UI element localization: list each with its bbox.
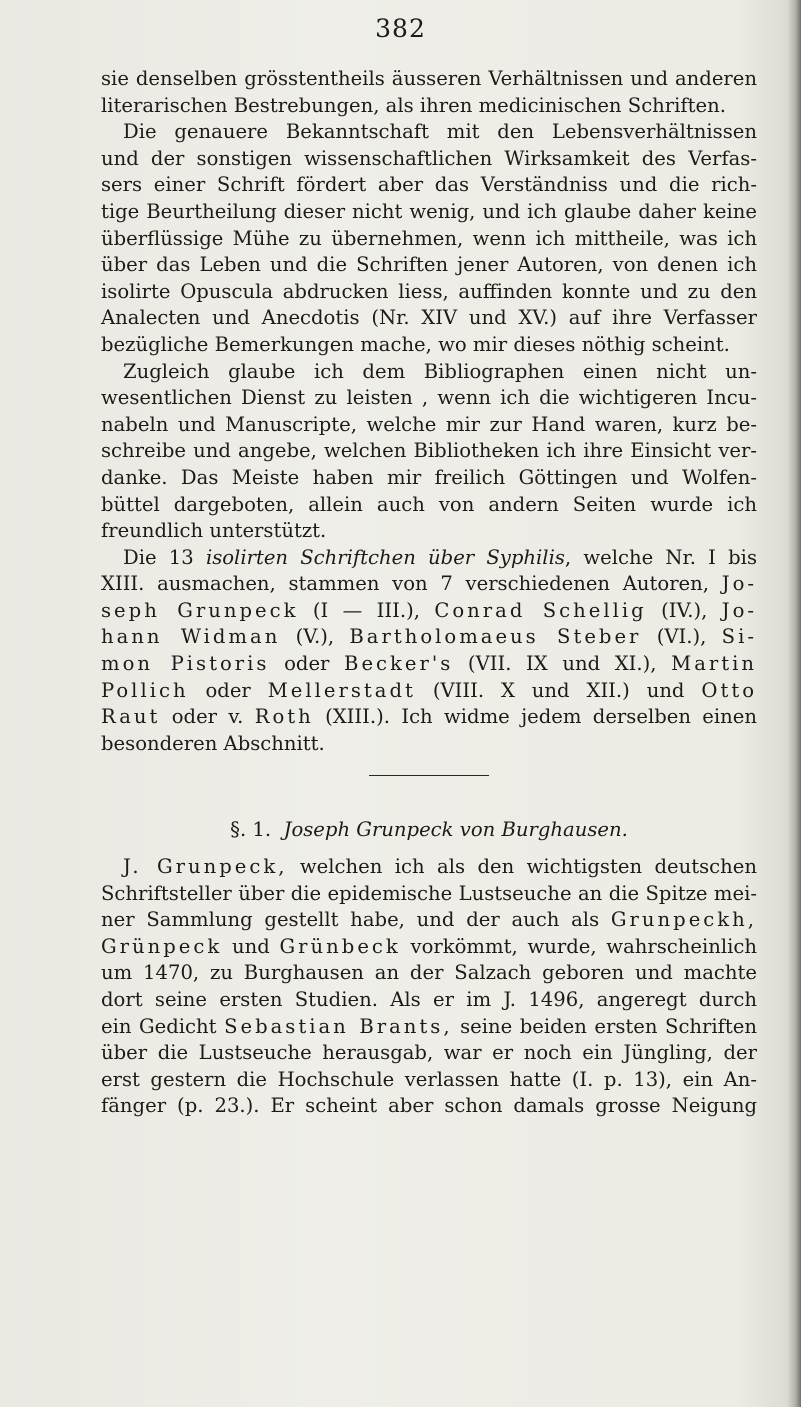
text-line: über das Leben und die Schriften jener Autoren, von denen ich — [101, 253, 757, 277]
text-line: Die genauere Bekanntschaft mit den Lebensverhältnissen — [123, 120, 757, 144]
text-run: XIII. ausmachen, stammen von 7 verschiedenen Autoren, — [101, 572, 709, 596]
text-run: welchen ich als den wichtigsten deutschen — [299, 855, 757, 879]
text-line: besonderen Abschnitt. — [101, 731, 325, 755]
text-line — [101, 704, 757, 731]
author-name: Roth — [254, 705, 314, 729]
text-line: isolirte Opuscula abdrucken liess, auffinden konnte und zu den — [101, 279, 757, 303]
text-run: , welche Nr. I bis — [564, 545, 757, 569]
text-run: ein Gedicht — [101, 1014, 217, 1038]
text-run: (IV.), — [661, 598, 708, 622]
author-name: Grünpeck — [101, 934, 223, 958]
text-run: und — [232, 934, 270, 958]
text-line — [101, 907, 757, 934]
text-run: Die 13 — [123, 545, 194, 569]
text-run: oder — [284, 652, 330, 676]
page-body — [101, 66, 757, 1120]
text-run: oder — [205, 678, 251, 702]
text-run: (VI.), — [656, 625, 707, 649]
text-run: (VII. IX und XI.), — [467, 652, 657, 676]
text-line: erst gestern die Hochschule verlassen hatte (I. p. 13), ein An- — [101, 1067, 757, 1091]
text-line: danke. Das Meiste haben mir freilich Göttingen und Wolfen- — [101, 465, 757, 489]
author-name: Otto — [701, 678, 757, 702]
paragraph-continuation — [101, 66, 757, 119]
paragraph-biography-intro — [101, 119, 757, 358]
text-line — [101, 598, 757, 625]
text-line — [101, 678, 757, 705]
text-line: bezügliche Bemerkungen mache, wo mir dieses nöthig scheint. — [101, 332, 730, 356]
text-line: sers einer Schrift fördert aber das Verständniss und die rich- — [101, 173, 757, 197]
author-name: Jo- — [721, 572, 757, 596]
author-name: Bartholomaeus Steber — [349, 625, 642, 649]
section-divider — [369, 775, 489, 776]
author-name: Martin — [671, 652, 758, 676]
text-line — [101, 545, 757, 572]
text-run: (V.), — [295, 625, 335, 649]
author-name: hann Widman — [101, 625, 281, 649]
text-line — [101, 1014, 757, 1041]
author-name: mon Pistoris — [101, 652, 270, 676]
text-line: überflüssige Mühe zu übernehmen, wenn ich mittheile, was ich — [101, 226, 757, 250]
text-line: freundlich unterstützt. — [101, 519, 327, 543]
text-line: Zugleich glaube ich dem Bibliographen einen nicht un- — [123, 359, 757, 383]
author-name: Becker's — [344, 652, 454, 676]
text-line: um 1470, zu Burghausen an der Salzach geboren und machte — [101, 961, 757, 985]
text-line: über die Lustseuche herausgab, war er noch ein Jüngling, der — [101, 1041, 757, 1065]
section-heading — [101, 817, 757, 844]
section-title: Joseph Grunpeck von Burghausen. — [283, 818, 628, 842]
section-number: §. 1. — [230, 818, 272, 842]
text-line — [101, 651, 757, 678]
author-name: Grünbeck — [279, 934, 401, 958]
author-name: Mellerstadt — [267, 678, 416, 702]
author-name: Raut — [101, 705, 161, 729]
author-name: J. Grunpeck, — [123, 855, 288, 879]
author-name: Pollich — [101, 678, 189, 702]
page-number: 382 — [375, 14, 426, 43]
text-line: schreibe und angebe, welchen Bibliotheken ich ihre Einsicht ver- — [101, 439, 757, 463]
paragraph-bibliography — [101, 359, 757, 545]
paragraph-authors — [101, 545, 757, 758]
text-line — [101, 571, 757, 598]
author-name: Si- — [721, 625, 757, 649]
text-line — [101, 624, 757, 651]
text-run: (XIII.). Ich widme jedem derselben einen — [325, 705, 757, 729]
text-run: oder v. — [171, 705, 244, 729]
text-run: ner Sammlung gestellt habe, und der auch als — [101, 908, 600, 932]
text-line — [101, 854, 757, 881]
text-line: tige Beurtheilung dieser nicht wenig, und ich glaube daher keine — [101, 199, 757, 223]
text-line: wesentlichen Dienst zu leisten , wenn ich die wichtigeren Incu- — [101, 386, 757, 410]
text-line: dort seine ersten Studien. Als er im J. 1496, angeregt durch — [101, 988, 757, 1011]
text-line: Analecten und Anecdotis (Nr. XIV und XV.) auf ihre Verfasser — [101, 306, 757, 330]
text-run: (I — III.), — [312, 598, 420, 622]
page-edge-shadow — [787, 0, 801, 1407]
paragraph-grunpeck — [101, 854, 757, 1120]
text-line: Schriftsteller über die epidemische Lustseuche an die Spitze mei- — [101, 881, 757, 905]
text-run: seine beiden ersten Schriften — [460, 1014, 758, 1038]
text-run: (VIII. X und XII.) und — [432, 678, 685, 702]
text-line — [101, 934, 757, 961]
author-name: seph Grunpeck — [101, 598, 299, 622]
author-name: Jo- — [721, 598, 758, 622]
text-line: sie denselben grösstentheils äusseren Verhältnissen und anderen — [101, 67, 757, 90]
text-run: vorkömmt, wurde, wahrscheinlich — [410, 934, 757, 958]
text-line: und der sonstigen wissenschaftlichen Wirksamkeit des Verfas- — [101, 146, 757, 170]
text-line: fänger (p. 23.). Er scheint aber schon damals grosse Neigung — [101, 1094, 757, 1118]
author-name: Conrad Schellig — [434, 598, 647, 622]
text-line: nabeln und Manuscripte, welche mir zur Hand waren, kurz be- — [101, 412, 757, 436]
italic-title: isolirten Schriftchen über Syphilis — [205, 545, 565, 569]
text-line: literarischen Bestrebungen, als ihren medicinischen Schriften. — [101, 93, 727, 117]
author-name: Sebastian Brants, — [224, 1014, 453, 1038]
author-name: Grunpeckh, — [610, 908, 757, 932]
text-line: büttel dargeboten, allein auch von andern Seiten wurde ich — [101, 492, 757, 516]
